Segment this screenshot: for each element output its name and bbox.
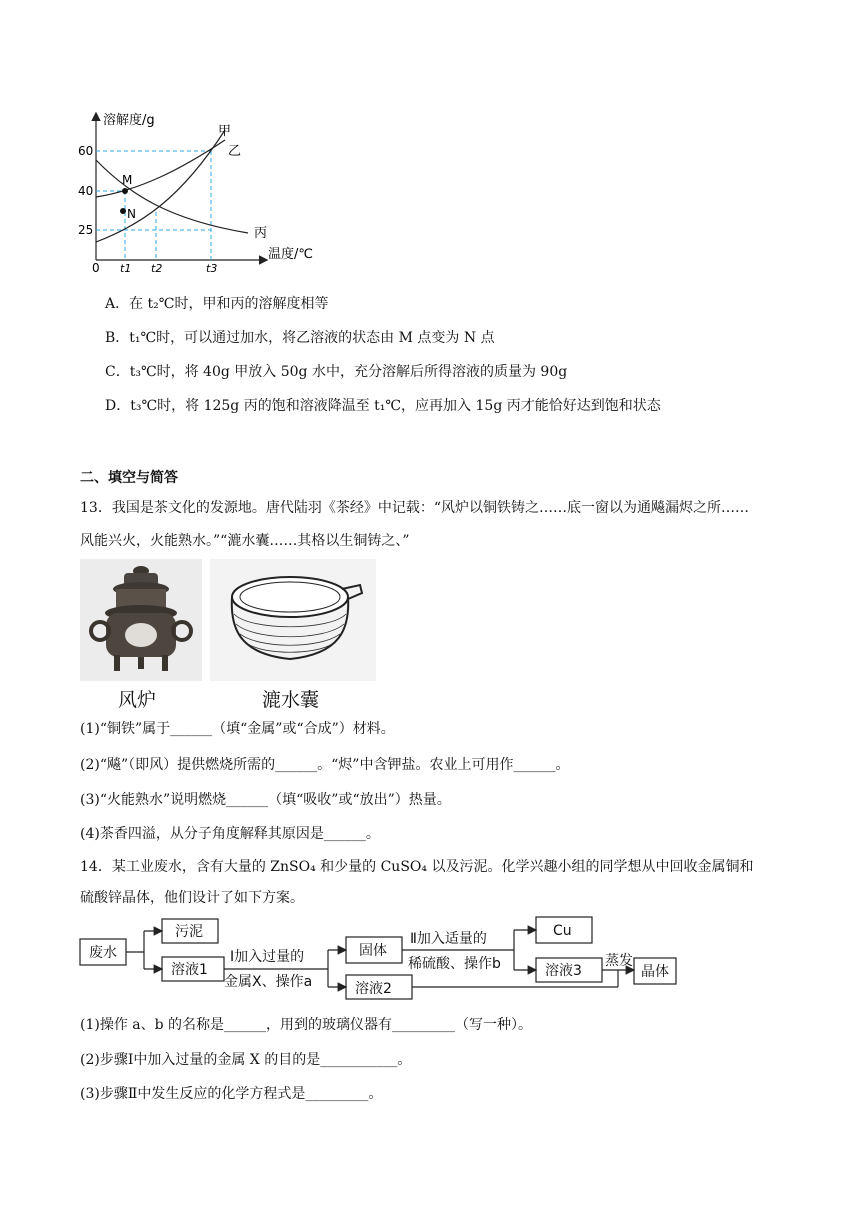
solubility-graph [70, 100, 340, 280]
wind-stove-label: 风炉 [118, 689, 157, 711]
curve-label-bing: 丙 [254, 226, 268, 241]
step1-bottom-label: 金属X、操作a [224, 974, 313, 990]
x-tick-t1: t1 [120, 262, 132, 275]
q13-sub3: (3)“火能熟水”说明燃烧______（填“吸收”或“放出”）热量。 [80, 792, 451, 808]
y-tick-40: 40 [78, 184, 94, 198]
cu-label: Cu [553, 923, 572, 939]
solution3-label: 溶液3 [545, 963, 582, 979]
flowchart [78, 914, 680, 1004]
crystal-label: 晶体 [641, 964, 669, 980]
water-bag-image [210, 559, 376, 681]
curve-label-yi: 乙 [228, 144, 242, 159]
y-tick-60: 60 [78, 144, 94, 158]
step1-top-label: Ⅰ加入过量的 [230, 949, 305, 965]
solid-label: 固体 [359, 943, 387, 959]
x-tick-t2: t2 [151, 262, 163, 275]
wind-stove-image [80, 559, 202, 681]
sludge-label: 污泥 [175, 924, 203, 940]
y-axis-label: 溶解度/g [103, 113, 155, 128]
point-n [120, 208, 126, 214]
q14-sub2: (2)步骤Ⅰ中加入过量的金属 X 的目的是___________。 [80, 1052, 412, 1068]
q12-option-d: D．t₃℃时，将 125g 丙的饱和溶液降温至 t₁℃，应再加入 15g 丙才能恰好达到饱和状态 [105, 398, 661, 414]
evaporate-label: 蒸发 [605, 953, 633, 969]
section-title: 二、填空与简答 [80, 470, 178, 486]
origin-label: 0 [92, 261, 100, 275]
solution1-label: 溶液1 [171, 962, 208, 978]
y-tick-25: 25 [78, 223, 94, 237]
curve-label-jia: 甲 [218, 124, 232, 139]
q14-sub3: (3)步骤Ⅱ中发生反应的化学方程式是_________。 [80, 1086, 383, 1102]
solution2-label: 溶液2 [355, 981, 392, 997]
q12-option-b: B．t₁℃时，可以通过加水，将乙溶液的状态由 M 点变为 N 点 [105, 330, 495, 346]
point-m-label: M [122, 173, 133, 187]
q14-stem-line2: 硫酸锌晶体，他们设计了如下方案。 [80, 890, 304, 906]
q12-option-a: A．在 t₂℃时，甲和丙的溶解度相等 [105, 296, 329, 312]
step2-top-label: Ⅱ加入适量的 [410, 931, 487, 947]
q12-option-c: C．t₃℃时，将 40g 甲放入 50g 水中，充分溶解后所得溶液的质量为 90g [105, 364, 568, 380]
q13-stem-line1: 13．我国是茶文化的发源地。唐代陆羽《茶经》中记载：“风炉以铜铁铸之……底一窗以为通飚漏烬之所…… [80, 500, 749, 516]
x-axis-label: 温度/℃ [268, 247, 313, 262]
q13-stem-line2: 风能兴火，火能熟水。”“漉水囊……其格以生铜铸之、” [80, 533, 410, 549]
q14-sub1: (1)操作 a、b 的名称是______，用到的玻璃仪器有_________（写一种）。 [80, 1017, 533, 1033]
curve-yi [96, 140, 225, 197]
point-n-label: N [127, 207, 136, 221]
q14-stem-line1: 14．某工业废水，含有大量的 ZnSO₄ 和少量的 CuSO₄ 以及污泥。化学兴趣小组的同学想从中回收金属铜和 [80, 859, 754, 875]
step2-bottom-label: 稀硫酸、操作b [408, 956, 501, 972]
waste-water-label: 废水 [89, 945, 117, 961]
x-tick-t3: t3 [206, 262, 218, 275]
water-bag-label: 漉水囊 [262, 689, 320, 711]
stove-icon [80, 559, 202, 681]
point-m [122, 188, 128, 194]
curve-jia [96, 130, 225, 242]
q13-sub1: (1)“铜铁”属于______（填“金属”或“合成”）材料。 [80, 721, 395, 737]
q13-sub2: (2)“飚”（即风）提供燃烧所需的______。“烬”中含钾盐。农业上可用作______。 [80, 757, 570, 773]
q13-sub4: (4)茶香四溢，从分子角度解释其原因是______。 [80, 826, 380, 842]
water-bag-icon [210, 559, 376, 681]
